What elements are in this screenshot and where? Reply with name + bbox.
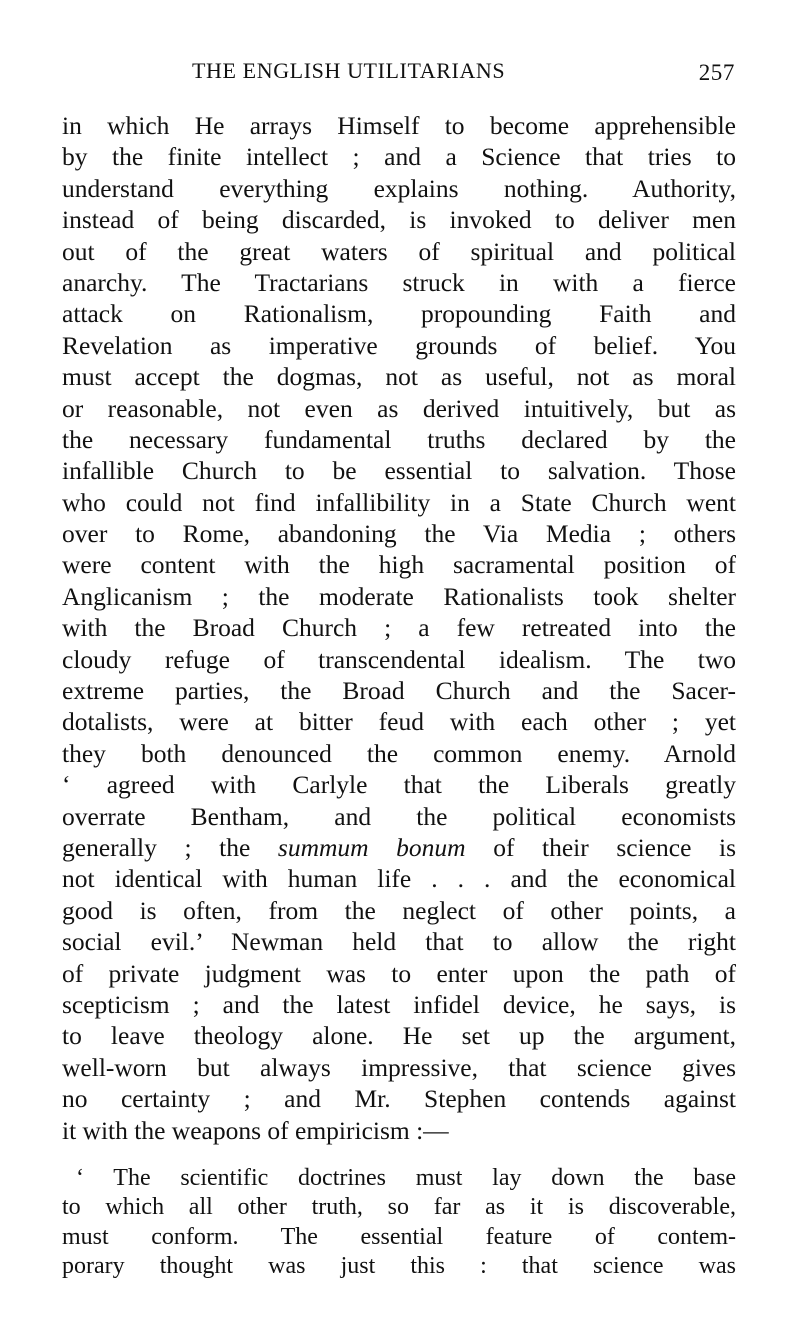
text-line: infallible Church to be essential to salvation. Those <box>62 456 736 486</box>
block-quote <box>62 1164 736 1282</box>
text-line: the necessary fundamental truths declared by the <box>62 424 736 454</box>
text-line-with-italic <box>62 832 736 863</box>
italic-phrase: summum bonum <box>277 832 466 862</box>
text-line: not identical with human life . . . and the economical <box>62 864 736 894</box>
text-line: out of the great waters of spiritual and political <box>62 236 736 266</box>
body-paragraph <box>62 110 736 1146</box>
quote-line: must conform. The essential feature of contem- <box>62 1223 736 1250</box>
running-title: THE ENGLISH UTILITARIANS <box>192 58 506 83</box>
text-line: over to Rome, abandoning the Via Media ; others <box>62 519 736 549</box>
text-line: scepticism ; and the latest infidel device, he says, is <box>62 989 736 1019</box>
text-line: good is often, from the neglect of other points, a <box>62 895 736 925</box>
text-line: attack on Rationalism, propounding Faith and <box>62 299 736 329</box>
text-line: extreme parties, the Broad Church and the Sacer- <box>62 676 736 706</box>
text-line: or reasonable, not even as derived intuitively, but as <box>62 393 736 423</box>
text-line: cloudy refuge of transcendental idealism. The two <box>62 644 736 674</box>
text-line: understand everything explains nothing. Authority, <box>62 173 736 203</box>
text-segment: generally ; the <box>62 832 278 862</box>
text-line: it with the weapons of empiricism :— <box>62 1115 449 1145</box>
text-line: in which He arrays Himself to become apprehensible <box>62 111 736 140</box>
text-line: who could not find infallibility in a State Church went <box>62 487 736 517</box>
text-line: they both denounced the common enemy. Arnold <box>62 738 736 768</box>
quote-line: ‘ The scientific doctrines must lay down the base <box>76 1165 736 1191</box>
text-line: to leave theology alone. He set up the argument, <box>62 1021 736 1051</box>
quote-line: porary thought was just this : that science was <box>62 1253 736 1280</box>
text-line: ‘ agreed with Carlyle that the Liberals greatly <box>62 770 736 800</box>
text-line: overrate Bentham, and the political economists <box>62 801 736 831</box>
text-segment: of their science is <box>465 832 736 862</box>
text-line: instead of being discarded, is invoked to deliver men <box>62 205 736 235</box>
text-line: by the finite intellect ; and a Science that tries to <box>62 142 736 172</box>
quote-line: to which all other truth, so far as it is discoverable, <box>62 1194 736 1221</box>
page-number: 257 <box>698 60 735 85</box>
text-line: anarchy. The Tractarians struck in with a fierce <box>62 267 736 297</box>
text-line: well-worn but always impressive, that science gives <box>62 1052 736 1082</box>
running-head <box>192 58 737 88</box>
text-line: Revelation as imperative grounds of belief. You <box>62 330 736 360</box>
text-line: no certainty ; and Mr. Stephen contends against <box>62 1084 736 1114</box>
text-line: dotalists, were at bitter feud with each other ; yet <box>62 707 736 737</box>
text-line: must accept the dogmas, not as useful, not as moral <box>62 362 736 392</box>
text-line: social evil.’ Newman held that to allow the right <box>62 927 736 957</box>
text-line: were content with the high sacramental position of <box>62 550 736 580</box>
text-line: Anglicanism ; the moderate Rationalists took shelter <box>62 581 736 611</box>
text-line: with the Broad Church ; a few retreated into the <box>62 613 736 643</box>
text-line: of private judgment was to enter upon the path of <box>62 958 736 988</box>
